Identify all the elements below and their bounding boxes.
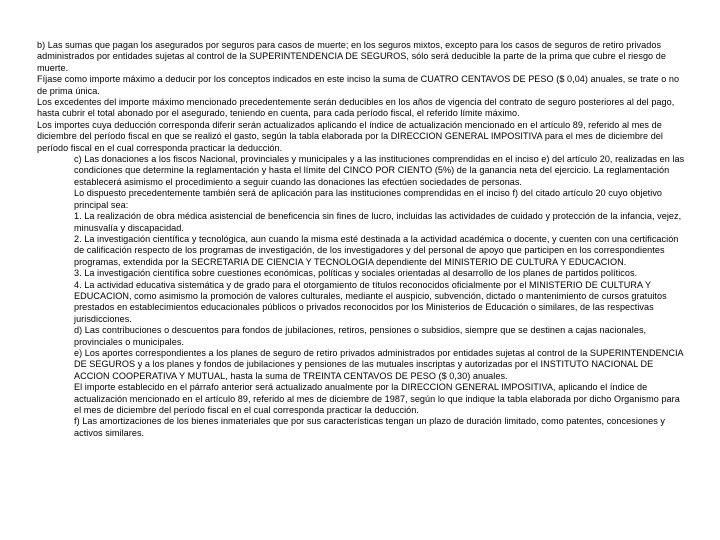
paragraph-d-contributions: d) Las contribuciones o descuentos para fondos de jubilaciones, retiros, pensiones o subsidios, siempre que se destinen a cajas nacionales, provinciales o municipales. [74, 325, 647, 347]
paragraph-c-donations: c) Las donaciones a los fiscos Nacional, provinciales y municipales y a las instituciones comprendidas en el inciso e) del artículo 20, realizadas en las condiciones que determine la reglamentación y hasta el límite del CINCO POR CIENTO (5%) de la ganancia neta del ejercicio. La reglamentación establecerá asimismo el procedimiento a seguir cuando las donaciones las efectúen sociedades de personas. [74, 154, 685, 187]
paragraph-f-amortizations: f) Las amortizaciones de los bienes inmateriales que por sus características tengan un plazo de duración limitado, como patentes, concesiones y activos similares. [74, 416, 665, 438]
paragraph-e-retirement-plans: e) Los aportes correspondientes a los planes de seguro de retiro privados administrados por entidades sujetas al control de la SUPERINTENDENCIA DE SEGUROS y a los planes y fondos de jubilaciones y pensiones de las mutuales inscriptas y autorizadas por el INSTITUTO NACIONAL DE ACCION COOPERATIVA Y MUTUAL, hasta la suma de TREINTA CENTAVOS DE PESO ($ 0,30) anuales. [74, 347, 684, 381]
document-body [37, 40, 685, 439]
list-item-1-medical: 1. La realización de obra médica asistencial de beneficencia sin fines de lucro, incluidas las actividades de cuidado y protección de la infancia, vejez, minusvalía y discapacidad. [74, 211, 682, 233]
list-item-2-research: 2. La investigación científica y tecnológica, aun cuando la misma esté destinada a la actividad académica o docente, y cuenten con una certificación de calificación respecto de los programas de investigación, de los investigadores y del personal de apoyo que participen en los correspondientes programas, extendida por la SECRETARIA DE CIENCIA Y TECNOLOGIA dependiente del MINISTERIO DE CULTURA Y EDUCACION. [74, 233, 679, 267]
list-item-4-education: 4. La actividad educativa sistemática y de grado para el otorgamiento de títulos reconocidos oficialmente por el MINISTERIO DE CULTURA Y EDUCACION, como asimismo la promoción de valores culturales, mediante el auspicio, subvención, dictado o mantenimiento de cursos gratuitos prestados en establecimientos educacionales públicos o privados reconocidos por los Ministerios de Educación o similares, de las respectivas jurisdicciones. [74, 279, 667, 324]
paragraph-b-life-insurance: b) Las sumas que pagan los asegurados por seguros para casos de muerte; en los seguros mixtos, excepto para los casos de seguros de retiro privados administrados por entidades sujetas al control de la SUPERINTENDENCIA DE SEGUROS, sólo será deducible la parte de la prima que cubre el riesgo de muerte. [37, 40, 666, 73]
paragraph-max-deduction: Fíjase como importe máximo a deducir por los conceptos indicados en este inciso la suma de CUATRO CENTAVOS DE PESO ($ 0,04) anuales, se trate o no de prima única. [37, 74, 680, 96]
paragraph-institutions-objective: Lo dispuesto precedentemente también será de aplicación para las instituciones comprendidas en el inciso f) del citado artículo 20 cuyo objetivo principal sea: [74, 188, 663, 210]
paragraph-deferred-update: Los importes cuya deducción corresponda diferir serán actualizados aplicando el índice de actualización mencionado en el artículo 89, referido al mes de diciembre del período fiscal en que se realizó el gasto, según la tabla elaborada por la DIRECCION GENERAL IMPOSITIVA para el mes de diciembre del período fiscal en el cual corresponda practicar la deducción. [37, 119, 663, 153]
paragraph-excess-deductible: Los excedentes del importe máximo mencionado precedentemente serán deducibles en los años de vigencia del contrato de seguro posteriores al del pago, hasta cubrir el total abonado por el asegurado, teniendo en cuenta, para cada período fiscal, el referido límite máximo. [37, 97, 675, 119]
list-item-3-political: 3. La investigación científica sobre cuestiones económicas, políticas y sociales orientadas al desarrollo de los planes de partidos políticos. [74, 268, 638, 279]
paragraph-annual-update: El importe establecido en el párrafo anterior será actualizado anualmente por la DIRECCION GENERAL IMPOSITIVA, aplicando el índice de actualización mencionado en el artículo 89, referido al mes de diciembre de 1987, según lo que indique la tabla elaborada por dicho Organismo para el mes de diciembre del período fiscal en el cual corresponda practicar la deducción. [74, 382, 680, 415]
